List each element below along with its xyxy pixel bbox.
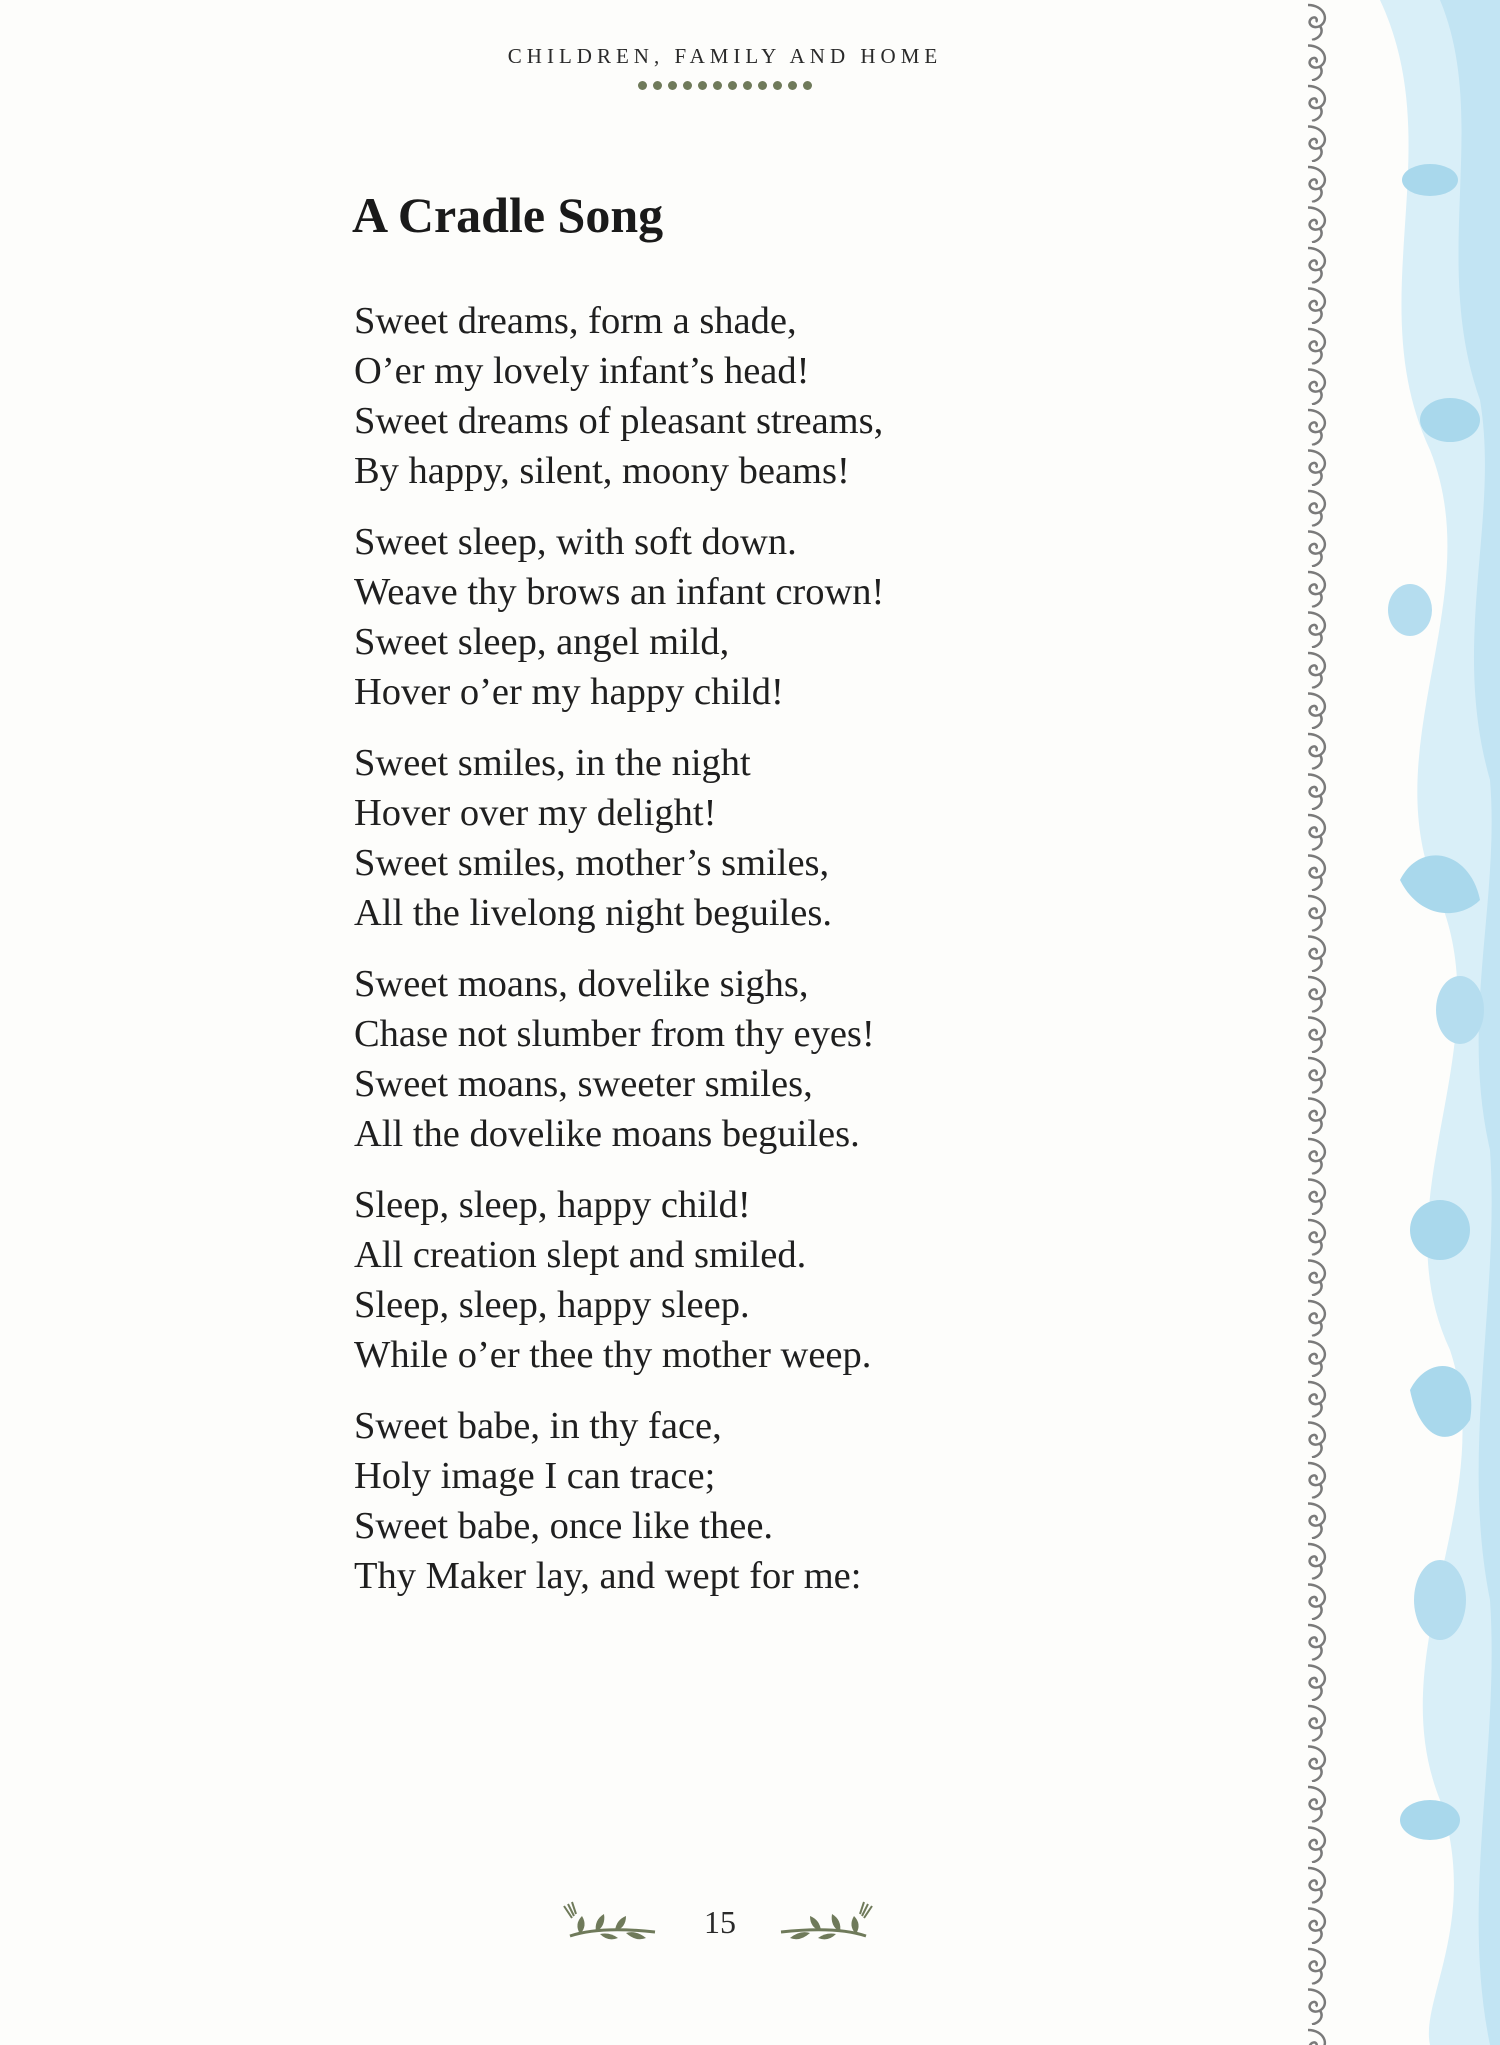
poem-line: By happy, silent, moony beams! [354, 450, 850, 492]
poem-line: Sweet dreams of pleasant streams, [354, 400, 884, 442]
stanza [354, 1180, 1054, 1380]
divider-dot [743, 81, 752, 90]
stanza [354, 959, 1054, 1159]
poem-line: Weave thy brows an infant crown! [354, 571, 885, 613]
poem-line: Sweet sleep, angel mild, [354, 621, 730, 663]
poem-line: While o’er thee thy mother weep. [354, 1334, 872, 1376]
page-number: 15 [704, 1904, 736, 1940]
divider-dot [698, 81, 707, 90]
poem-line: Sweet smiles, mother’s smiles, [354, 842, 830, 884]
divider-dot [713, 81, 722, 90]
poem-body [354, 296, 1054, 1622]
poem-line: O’er my lovely infant’s head! [354, 350, 810, 392]
poem-line: Sleep, sleep, happy child! [354, 1184, 751, 1226]
stanza [354, 738, 1054, 938]
poem-line: Sweet smiles, in the night [354, 742, 751, 784]
section-title: CHILDREN, FAMILY AND HOME [507, 44, 943, 68]
divider-dot [638, 81, 647, 90]
stanza [354, 296, 1054, 496]
divider-dot [803, 81, 812, 90]
poem-line: All the dovelike moans beguiles. [354, 1113, 860, 1155]
dot-divider [440, 81, 1010, 90]
divider-dot [758, 81, 767, 90]
divider-dot [668, 81, 677, 90]
poem-line: Chase not slumber from thy eyes! [354, 1013, 875, 1055]
poem-line: Sleep, sleep, happy sleep. [354, 1284, 750, 1326]
divider-dot [683, 81, 692, 90]
poem-line: Sweet babe, once like thee. [354, 1505, 774, 1547]
page-folio [560, 1896, 880, 1956]
poem-line: Sweet babe, in thy face, [354, 1405, 722, 1447]
poem-line: Sweet moans, sweeter smiles, [354, 1063, 813, 1105]
stanza [354, 517, 1054, 717]
poem-line: Sweet dreams, form a shade, [354, 300, 797, 342]
divider-dot [653, 81, 662, 90]
divider-dot [728, 81, 737, 90]
left-leaf-sprig-icon [560, 1896, 660, 1946]
right-leaf-sprig-icon [776, 1896, 876, 1946]
poem-line: Holy image I can trace; [354, 1455, 716, 1497]
poem-title: A Cradle Song [352, 187, 664, 243]
poem-line: Sweet moans, dovelike sighs, [354, 963, 809, 1005]
stanza [354, 1401, 1054, 1601]
divider-dot [773, 81, 782, 90]
poem-line: All the livelong night beguiles. [354, 892, 832, 934]
divider-dot [788, 81, 797, 90]
floral-ornament [1340, 0, 1500, 2045]
running-header [440, 44, 1010, 90]
poem-line: Thy Maker lay, and wept for me: [354, 1555, 862, 1597]
poem-line: Hover o’er my happy child! [354, 671, 784, 713]
poem-line: All creation slept and smiled. [354, 1234, 807, 1276]
scroll-border [1290, 0, 1340, 2045]
poem-line: Sweet sleep, with soft down. [354, 521, 797, 563]
poem-line: Hover over my delight! [354, 792, 717, 834]
